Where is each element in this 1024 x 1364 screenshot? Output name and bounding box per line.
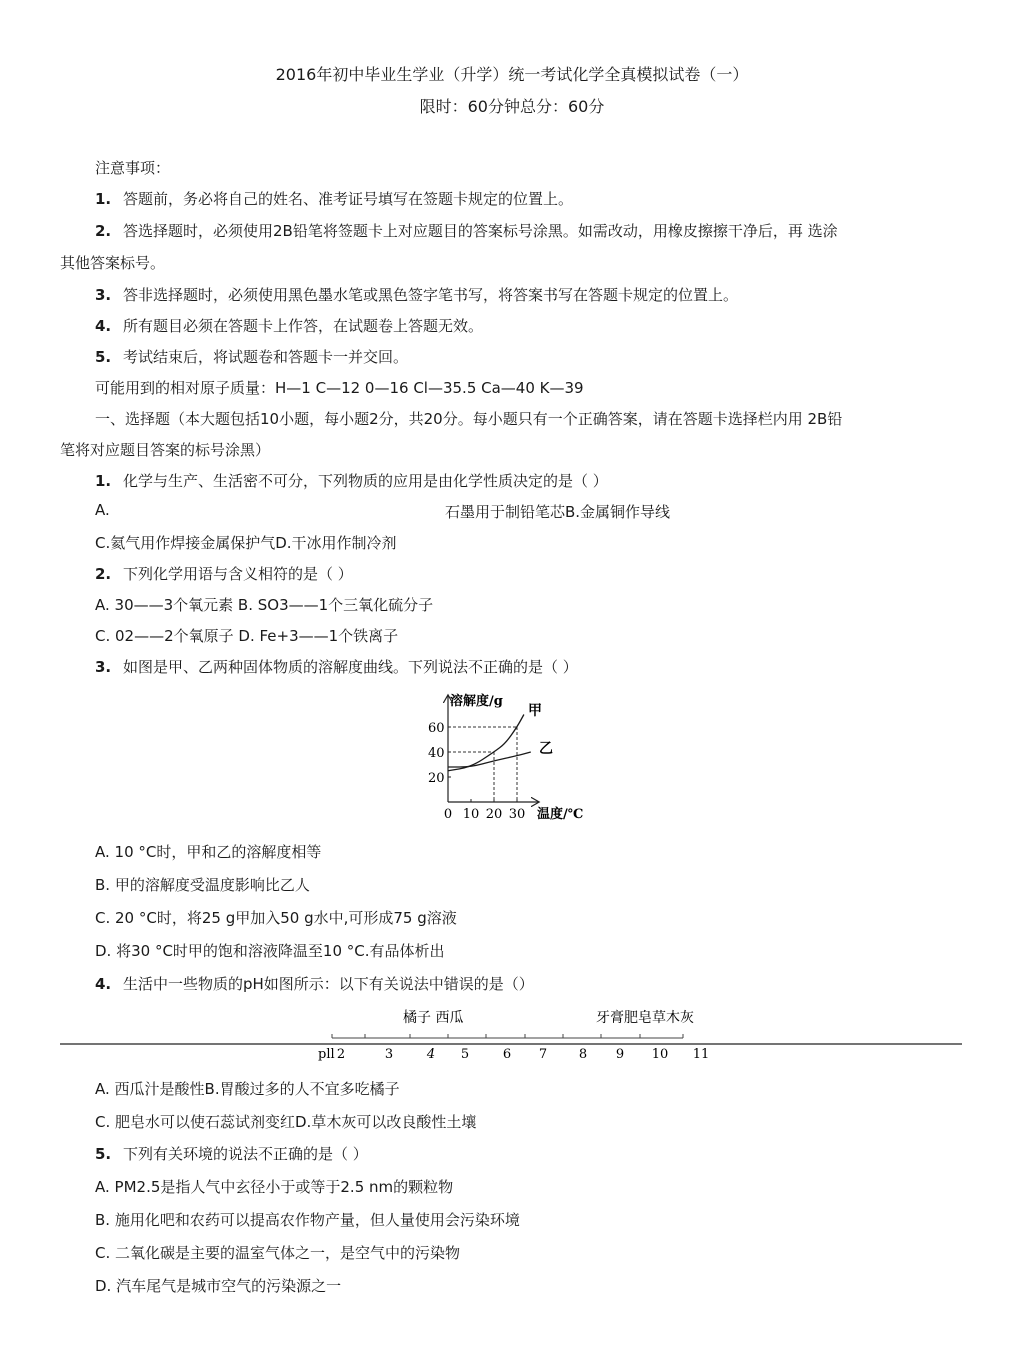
question-stem: 化学与生产、生活密不可分，下列物质的应用是由化学性质决定的是（ ） bbox=[123, 472, 608, 490]
note-item bbox=[95, 346, 408, 367]
exam-subtitle: 限时：60分钟总分：60分 bbox=[419, 97, 605, 116]
option-b: B. 施用化吧和农药可以提高农作物产量，但人量使用会污染环境 bbox=[95, 1211, 520, 1229]
note-text: 答非选择题时，必须使用黑色墨水笔或黑色签字笔书写，将答案书写在答题卡规定的位置上。 bbox=[123, 286, 739, 304]
question-3 bbox=[95, 656, 578, 677]
note-text: 答选择题时，必须使用2B铅笔将签题卡上对应题目的答案标号涂黑。如需改动，用橡皮擦擦干净后，再 选涂 bbox=[123, 222, 838, 240]
series-label-jia: 甲 bbox=[528, 703, 542, 719]
question-stem: 生活中一些物质的pH如图所示：以下有关说法中错误的是（） bbox=[123, 975, 534, 993]
question-4 bbox=[95, 973, 534, 994]
x-axis-label: 温度/℃ bbox=[537, 807, 584, 822]
y-tick-label: 40 bbox=[428, 746, 445, 761]
question-number: 3. bbox=[95, 658, 112, 676]
note-item bbox=[95, 188, 573, 209]
note-item bbox=[95, 220, 838, 241]
ph-tick-label: 9 bbox=[615, 1047, 625, 1062]
question-2 bbox=[95, 563, 353, 584]
x-tick-label: 10 bbox=[462, 807, 480, 822]
option-cd: C. 肥皂水可以使石蕊试剂变红D.草木灰可以改良酸性土壤 bbox=[95, 1113, 477, 1131]
ph-tick-label: 5 bbox=[460, 1047, 470, 1062]
section-heading-continued: 笔将对应题目答案的标号涂黑） bbox=[60, 441, 271, 459]
note-number: 5. bbox=[95, 348, 112, 366]
option-d: D. 汽车尾气是城市空气的污染源之一 bbox=[95, 1277, 342, 1295]
ph-tick-label: 6 bbox=[502, 1047, 512, 1062]
option-line: C. 02——2个氧原子 D. Fe+3——1个铁离子 bbox=[95, 627, 399, 645]
option-d: D. 将30 °C时甲的饱和溶液降温至10 °C.有品体析出 bbox=[95, 942, 445, 960]
x-tick-label: 20 bbox=[485, 807, 503, 822]
option-a: A. 10 °C时，甲和乙的溶解度相等 bbox=[95, 843, 322, 861]
option-a-text: 石墨用于制铅笔芯B.金属铜作导线 bbox=[445, 503, 671, 521]
option-a: A. PM2.5是指人气中玄径小于或等于2.5 nm的颗粒物 bbox=[95, 1178, 454, 1196]
question-number: 1. bbox=[95, 472, 112, 490]
ph-tick-label: 7 bbox=[538, 1047, 548, 1062]
y-tick-label: 20 bbox=[428, 771, 445, 786]
question-stem: 下列有关环境的说法不正确的是（ ） bbox=[123, 1145, 368, 1163]
notes-heading: 注意事项： bbox=[95, 159, 171, 177]
note-number: 4. bbox=[95, 317, 112, 335]
option-c: C. 二氧化碳是主要的温室气体之一，是空气中的污染物 bbox=[95, 1244, 461, 1262]
ph-tick-label: 4 bbox=[426, 1047, 436, 1062]
option-c: C. 20 °C时，将25 g甲加入50 g水中,可形成75 g溶液 bbox=[95, 909, 457, 927]
note-number: 2. bbox=[95, 222, 112, 240]
ph-tick-label: 11 bbox=[692, 1047, 710, 1062]
ph-tick-label: 10 bbox=[651, 1047, 669, 1062]
ph-tick-label: 3 bbox=[384, 1047, 394, 1062]
option-a-label: A. bbox=[95, 501, 110, 519]
option-ab: A. 西瓜汁是酸性B.胃酸过多的人不宜多吃橘子 bbox=[95, 1080, 400, 1098]
question-1 bbox=[95, 470, 608, 491]
option-line: A. 30——3个氧元素 B. SO3——1个三氧化硫分子 bbox=[95, 596, 434, 614]
note-text: 所有题目必须在答题卡上作答，在试题卷上答题无效。 bbox=[123, 317, 484, 335]
atomic-mass-line: 可能用到的相对原子质量：H—1 C—12 0—16 Cl—35.5 Ca—40 K—39 bbox=[95, 379, 584, 397]
question-number: 5. bbox=[95, 1145, 112, 1163]
note-item bbox=[95, 315, 483, 336]
exam-title: 2016年初中毕业生学业（升学）统一考试化学全真模拟试卷（一） bbox=[275, 65, 749, 84]
question-5 bbox=[95, 1143, 368, 1164]
series-label-yi: 乙 bbox=[539, 741, 553, 757]
y-tick-label: 60 bbox=[428, 721, 445, 736]
note-number: 3. bbox=[95, 286, 112, 304]
question-number: 4. bbox=[95, 975, 112, 993]
option-b: B. 甲的溶解度受温度影响比乙人 bbox=[95, 876, 310, 894]
section-heading: 一、选择题（本大题包括10小题，每小题2分，共20分。每小题只有一个正确答案，请在答题卡选择栏内用 2B铅 bbox=[95, 410, 843, 428]
note-text: 答题前，务必将自己的姓名、准考证号填写在签题卡规定的位置上。 bbox=[123, 190, 574, 208]
note-item bbox=[95, 284, 738, 305]
y-axis-label: 溶解度/g bbox=[450, 694, 503, 709]
note-text: 考试结束后，将试题卷和答题卡一并交回。 bbox=[123, 348, 409, 366]
note-text-continued: 其他答案标号。 bbox=[60, 254, 166, 272]
ph-tick-label: 8 bbox=[578, 1047, 588, 1062]
question-stem: 下列化学用语与含义相符的是（ ） bbox=[123, 565, 353, 583]
note-number: 1. bbox=[95, 190, 112, 208]
ph-scale bbox=[55, 1005, 965, 1065]
x-tick-label: 30 bbox=[508, 807, 526, 822]
ph-axis-prefix: pll bbox=[318, 1047, 335, 1062]
ph-label-acidic: 橘子 西瓜 bbox=[403, 1010, 464, 1026]
question-number: 2. bbox=[95, 565, 112, 583]
ph-tick-label: 2 bbox=[336, 1047, 346, 1062]
x-tick-label: 0 bbox=[443, 807, 453, 822]
option-cd: C.氦气用作焊接金属保护气D.干冰用作制冷剂 bbox=[95, 534, 397, 552]
question-stem: 如图是甲、乙两种固体物质的溶解度曲线。下列说法不正确的是（ ） bbox=[123, 658, 578, 676]
solubility-chart bbox=[420, 688, 610, 823]
ph-label-alkaline: 牙膏肥皂草木灰 bbox=[596, 1010, 694, 1026]
